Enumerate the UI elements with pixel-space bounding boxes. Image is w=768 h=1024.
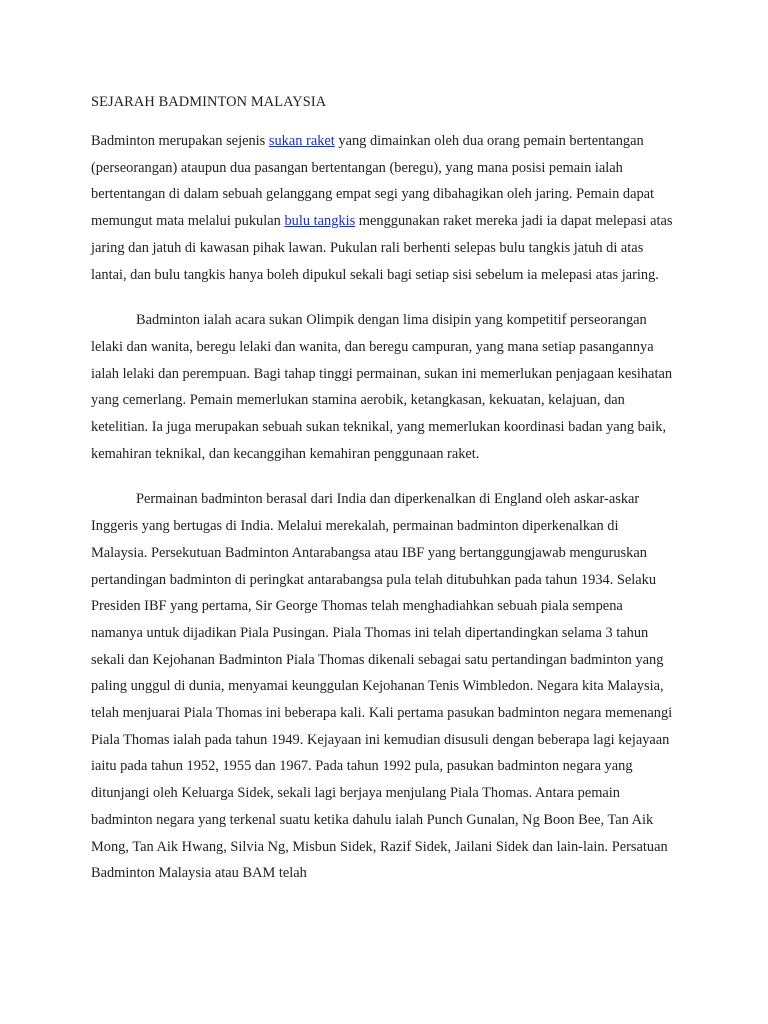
paragraph-text: Badminton merupakan sejenis bbox=[91, 133, 269, 149]
document-page bbox=[91, 92, 677, 906]
link-bulu-tangkis[interactable]: bulu tangkis bbox=[284, 213, 356, 230]
link-sukan-raket[interactable]: sukan raket bbox=[268, 133, 335, 149]
paragraph-intro bbox=[91, 128, 677, 288]
document-title: SEJARAH BADMINTON MALAYSIA bbox=[91, 94, 327, 110]
paragraph-text: menggunakan raket mereka jadi ia dapat melepasi atas jaring dan jatuh di kawasan pihak lawan. Pukulan rali berhenti selepas bulu tangkis jatuh di atas lantai, dan bulu tangkis hanya boleh dipukul sekali bagi setiap sisi sebelum ia melepasi atas jaring. bbox=[91, 213, 673, 283]
paragraph-history: Permainan badminton berasal dari India dan diperkenalkan di England oleh askar-askar Inggeris yang bertugas di India. Melalui merekalah, permainan badminton diperkenalkan di Malaysia. Persekutuan Badminton Antarabangsa atau IBF yang bertanggungjawab menguruskan pertandingan badminton di peringkat antarabangsa pula telah ditubuhkan pada tahun 1934. Selaku Presiden IBF yang pertama, Sir George Thomas telah menghadiahkan sebuah piala sempena namanya untuk dijadikan Piala Pusingan. Piala Thomas ini telah dipertandingkan selama 3 tahun sekali dan Kejohanan Badminton Piala Thomas dikenali sebagai satu pertandingan badminton yang paling unggul di dunia, menyamai keunggulan Kejohanan Tenis Wimbledon. Negara kita Malaysia, telah menjuarai Piala Thomas ini beberapa kali. Kali pertama pasukan badminton negara memenangi Piala Thomas ialah pada tahun 1949. Kejayaan ini kemudian disusuli dengan beberapa lagi kejayaan iaitu pada tahun 1952, 1955 dan 1967. Pada tahun 1992 pula, pasukan badminton negara yang ditunjangi oleh Keluarga Sidek, sekali lagi berjaya menjulang Piala Thomas. Antara pemain badminton negara yang terkenal suatu ketika dahulu ialah Punch Gunalan, Ng Boon Bee, Tan Aik Mong, Tan Aik Hwang, Silvia Ng, Misbun Sidek, Razif Sidek, Jailani Sidek dan lain-lain. Persatuan Badminton Malaysia atau BAM telah bbox=[91, 491, 673, 882]
paragraph-text: yang dimainkan oleh dua orang pemain bertentangan (perseorangan) ataupun dua pasangan bertentangan (beregu), yang mana posisi pemain ialah bertentangan di dalam sebuah gelanggang empat segi yang dibahagikan oleh jaring. Pemain dapat memungut mata melalui pukulan bbox=[91, 133, 655, 230]
paragraph-olympic: Badminton ialah acara sukan Olimpik dengan lima disipin yang kompetitif perseorangan lelaki dan wanita, beregu lelaki dan wanita, dan beregu campuran, yang mana setiap pasangannya ialah lelaki dan perempuan. Bagi tahap tinggi permainan, sukan ini memerlukan penjagaan kesihatan yang cemerlang. Pemain memerlukan stamina aerobik, ketangkasan, kekuatan, kelajuan, dan ketelitian. Ia juga merupakan sebuah sukan teknikal, yang memerlukan koordinasi badan yang baik, kemahiran teknikal, dan kecanggihan kemahiran penggunaan raket. bbox=[91, 312, 673, 462]
